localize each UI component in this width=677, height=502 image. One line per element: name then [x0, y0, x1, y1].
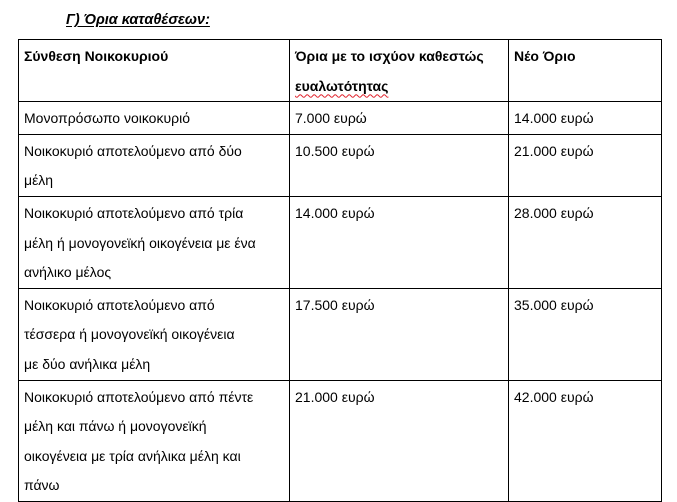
current-limit-value: 21.000 ευρώ — [295, 388, 375, 405]
table-row — [19, 196, 662, 288]
header-current-limit — [290, 40, 509, 102]
cell-current-limit — [290, 196, 509, 288]
composition-line: ανήλικο μέλος — [24, 264, 112, 281]
cell-current-limit — [290, 288, 509, 380]
cell-new-limit — [509, 196, 662, 288]
cell-household-composition — [19, 380, 290, 501]
deposit-limits-table — [18, 39, 662, 502]
table-row — [19, 102, 662, 135]
header-household-composition — [19, 40, 290, 102]
composition-line: μέλη ή μονογονεϊκή οικογένεια με ένα — [24, 234, 256, 251]
composition-line: Νοικοκυριό αποτελούμενο από τρία — [24, 204, 244, 221]
cell-new-limit — [509, 102, 662, 135]
current-limit-value: 17.500 ευρώ — [295, 296, 375, 313]
header-current-limit-line-1: Όρια με το ισχύον καθεστώς — [295, 48, 484, 64]
current-limit-value: 7.000 ευρώ — [295, 110, 367, 127]
new-limit-value: 35.000 ευρώ — [514, 296, 594, 313]
section-heading: Γ) Όρια καταθέσεων: — [66, 12, 210, 28]
table-row — [19, 288, 662, 380]
composition-line: οικογένεια με τρία ανήλικα μέλη και — [24, 447, 241, 464]
composition-line: μέλη — [24, 172, 54, 189]
current-limit-value: 14.000 ευρώ — [295, 204, 375, 221]
new-limit-value: 28.000 ευρώ — [514, 204, 594, 221]
cell-new-limit — [509, 288, 662, 380]
composition-line: Νοικοκυριό αποτελούμενο από πέντε — [24, 388, 254, 405]
header-new-limit — [509, 40, 662, 102]
composition-line: Νοικοκυριό αποτελούμενο από — [24, 296, 215, 313]
composition-line: μέλη και πάνω ή μονογονεϊκή — [24, 418, 207, 435]
cell-current-limit — [290, 134, 509, 196]
new-limit-value: 21.000 ευρώ — [514, 142, 594, 159]
cell-current-limit — [290, 102, 509, 135]
composition-line: πάνω — [24, 477, 60, 494]
header-current-limit-line-2: ευαλωτότητας — [295, 77, 389, 94]
table-header-row — [19, 40, 662, 102]
cell-household-composition — [19, 196, 290, 288]
composition-line: με δύο ανήλικα μέλη — [24, 355, 151, 372]
new-limit-value: 42.000 ευρώ — [514, 388, 594, 405]
current-limit-value: 10.500 ευρώ — [295, 142, 375, 159]
cell-current-limit — [290, 380, 509, 501]
header-new-limit-label: Νέο Όριο — [514, 48, 576, 64]
cell-new-limit — [509, 134, 662, 196]
cell-household-composition — [19, 134, 290, 196]
cell-household-composition — [19, 288, 290, 380]
cell-household-composition — [19, 102, 290, 135]
composition-line: Μονοπρόσωπο νοικοκυριό — [24, 110, 190, 127]
new-limit-value: 14.000 ευρώ — [514, 110, 594, 127]
header-household-composition-label: Σύνθεση Νοικοκυριού — [24, 48, 169, 64]
composition-line: τέσσερα ή μονογονεϊκή οικογένεια — [24, 326, 235, 343]
composition-line: Νοικοκυριό αποτελούμενο από δύο — [24, 142, 242, 159]
table-row — [19, 134, 662, 196]
table-row — [19, 380, 662, 501]
cell-new-limit — [509, 380, 662, 501]
